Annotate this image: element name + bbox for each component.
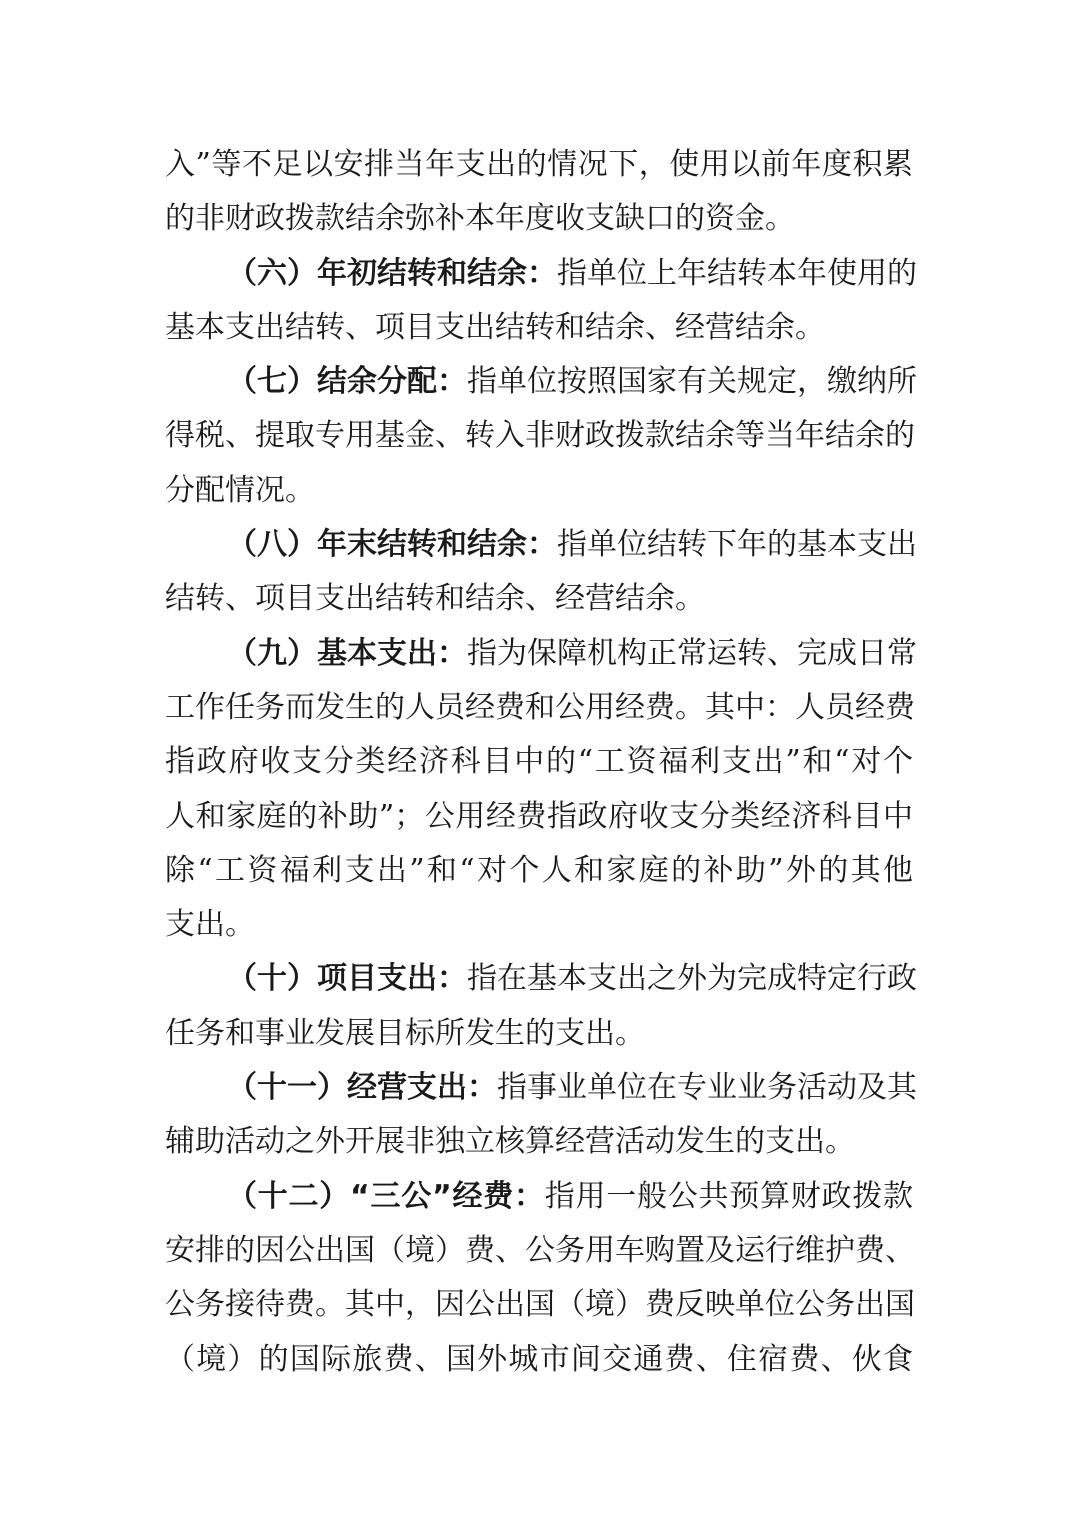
term-heading: （十二）“三公”经费： [227, 1178, 545, 1214]
paragraph-item-7 [165, 355, 917, 518]
text-line: 工作任务而发生的人员经费和公用经费。其中：人员经费 [165, 689, 915, 725]
text-line: 入”等不足以安排当年支出的情况下，使用以前年度积累 [165, 147, 913, 182]
paragraph-item-12 [165, 1170, 913, 1387]
term-heading: （六）年初结转和结余： [227, 255, 557, 291]
text-line: 公务接待费。其中，因公出国（境）费反映单位公务出国 [165, 1287, 915, 1323]
text-line [165, 1061, 917, 1115]
term-heading: （十）项目支出： [227, 961, 467, 997]
text-line: 支出。 [165, 907, 255, 943]
text-line [165, 518, 917, 572]
definition-text: 指为保障机构正常运转、完成日常 [467, 635, 917, 671]
definition-text: 指用一般公共预算财政拨款 [544, 1178, 913, 1214]
paragraph-item-9 [165, 627, 917, 953]
term-heading: （七）结余分配： [227, 364, 467, 400]
paragraph-continuation [165, 138, 913, 247]
text-line: 任务和事业发展目标所发生的支出。 [165, 1015, 645, 1051]
text-line: 基本支出结转、项目支出结转和结余、经营结余。 [165, 309, 825, 345]
definition-text: 指单位上年结转本年使用的 [557, 255, 917, 291]
definition-text: 指单位按照国家有关规定，缴纳所 [467, 364, 917, 400]
text-line: 指政府收支分类经济科目中的“工资福利支出”和“对个 [165, 744, 913, 780]
definition-text: 指事业单位在专业业务活动及其 [497, 1070, 917, 1106]
text-line: 分配情况。 [165, 472, 315, 508]
text-line: 的非财政拨款结余弥补本年度收支缺口的资金。 [165, 201, 795, 237]
definition-text: 指单位结转下年的基本支出 [557, 527, 917, 563]
definition-text: 指在基本支出之外为完成特定行政 [467, 961, 917, 997]
paragraph-item-11 [165, 1061, 917, 1170]
paragraph-item-10 [165, 952, 917, 1061]
text-line: 结转、项目支出结转和结余、经营结余。 [165, 581, 705, 617]
text-line: （境）的国际旅费、国外城市间交通费、住宿费、伙食 [165, 1341, 913, 1377]
text-line: 安排的因公出国（境）费、公务用车购置及运行维护费、 [165, 1232, 915, 1268]
text-line [165, 627, 917, 681]
text-line: 得税、提取专用基金、转入非财政拨款结余等当年结余的 [165, 418, 915, 454]
term-heading: （十一）经营支出： [227, 1070, 497, 1106]
document-body [165, 138, 917, 1387]
paragraph-item-6 [165, 247, 917, 356]
text-line: 辅助活动之外开展非独立核算经营活动发生的支出。 [165, 1124, 855, 1160]
term-heading: （八）年末结转和结余： [227, 527, 557, 563]
paragraph-item-8 [165, 518, 917, 627]
term-heading: （九）基本支出： [227, 635, 467, 671]
text-line: 人和家庭的补助”；公用经费指政府收支分类经济科目中 [165, 798, 913, 834]
text-line: 除“工资福利支出”和“对个人和家庭的补助”外的其他 [165, 852, 913, 888]
text-line [165, 247, 917, 301]
text-line [165, 1170, 913, 1224]
text-line [165, 355, 917, 409]
text-line [165, 952, 917, 1006]
